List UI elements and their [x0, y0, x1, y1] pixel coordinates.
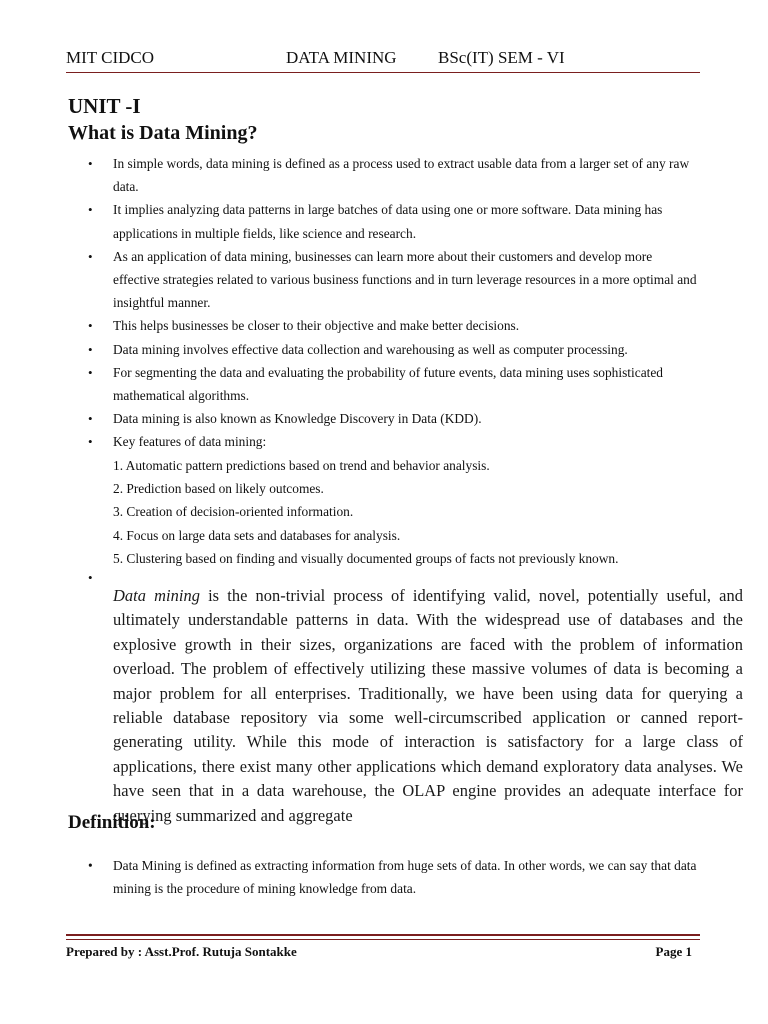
list-item: • Data mining is also known as Knowledge Discovery in Data (KDD). [0, 407, 768, 430]
page-number: Page 1 [655, 944, 692, 959]
bullet-marker: • [88, 570, 93, 585]
scanned-excerpt [113, 584, 743, 825]
header-institution: MIT CIDCO [66, 48, 154, 67]
intro-bullet-list [0, 152, 768, 454]
definition-title: Definition: [68, 812, 156, 833]
header-subject: DATA MINING [286, 48, 397, 67]
list-item: • In simple words, data mining is defined as a process used to extract usable data from a larger set of any raw data. [0, 152, 768, 198]
feature-item: 2. Prediction based on likely outcomes. [113, 481, 324, 497]
excerpt-paragraph [113, 584, 743, 828]
header-rule [66, 72, 700, 73]
list-item: • Data mining involves effective data collection and warehousing as well as computer processing. [0, 338, 768, 361]
feature-item: 3. Creation of decision-oriented information. [113, 504, 354, 520]
list-item: • This helps businesses be closer to their objective and make better decisions. [0, 314, 768, 337]
feature-item: 5. Clustering based on finding and visually documented groups of facts not previously known. [113, 550, 619, 566]
unit-title: UNIT -I [68, 94, 141, 118]
list-item: • As an application of data mining, businesses can learn more about their customers and develop more effective strategies related to various business functions and in turn leverage resources in a more optimal and insightful manner. [0, 245, 768, 315]
features-list [113, 454, 618, 570]
definition-bullet-list [0, 854, 768, 900]
feature-item: 1. Automatic pattern predictions based on trend and behavior analysis. [113, 458, 490, 473]
feature-item: 4. Focus on large data sets and databases for analysis. [113, 527, 401, 543]
excerpt-term: Data mining [113, 586, 200, 605]
footer-author: Prepared by : Asst.Prof. Rutuja Sontakke [66, 944, 297, 959]
list-item: • Data Mining is defined as extracting information from huge sets of data. In other words, we can say that data mining is the procedure of mining knowledge from data. [0, 854, 768, 900]
header-semester: BSc(IT) SEM - VI [438, 48, 565, 67]
page-header [66, 46, 700, 72]
list-item: • Key features of data mining: [0, 430, 768, 453]
list-item: • It implies analyzing data patterns in large batches of data using one or more software. Data mining has applications in multiple fields, like science and research. [0, 198, 768, 244]
section-title: What is Data Mining? [68, 122, 258, 144]
list-item: • For segmenting the data and evaluating the probability of future events, data mining uses sophisticated mathematical algorithms. [0, 361, 768, 407]
footer-rule [66, 934, 700, 940]
excerpt-text: is the non-trivial process of identifying valid, novel, potentially useful, and ultimately understandable patterns in data. With the widespread use of databases and the explosive growth in their sizes, organizations are faced with the problem of information overload. The problem of effectively utilizing these massive volumes of data is becoming a major problem for all enterprises. Traditionally, we have been using data for querying a reliable database repository via some well-circumscribed application or canned report-generating utility. While this mode of interaction is satisfactory for a large class of applications, there exist many other applications which demand exploratory data analyses. We have seen that in a data warehouse, the OLAP engine provides an adequate interface for querying summarized and aggregate [113, 586, 743, 825]
